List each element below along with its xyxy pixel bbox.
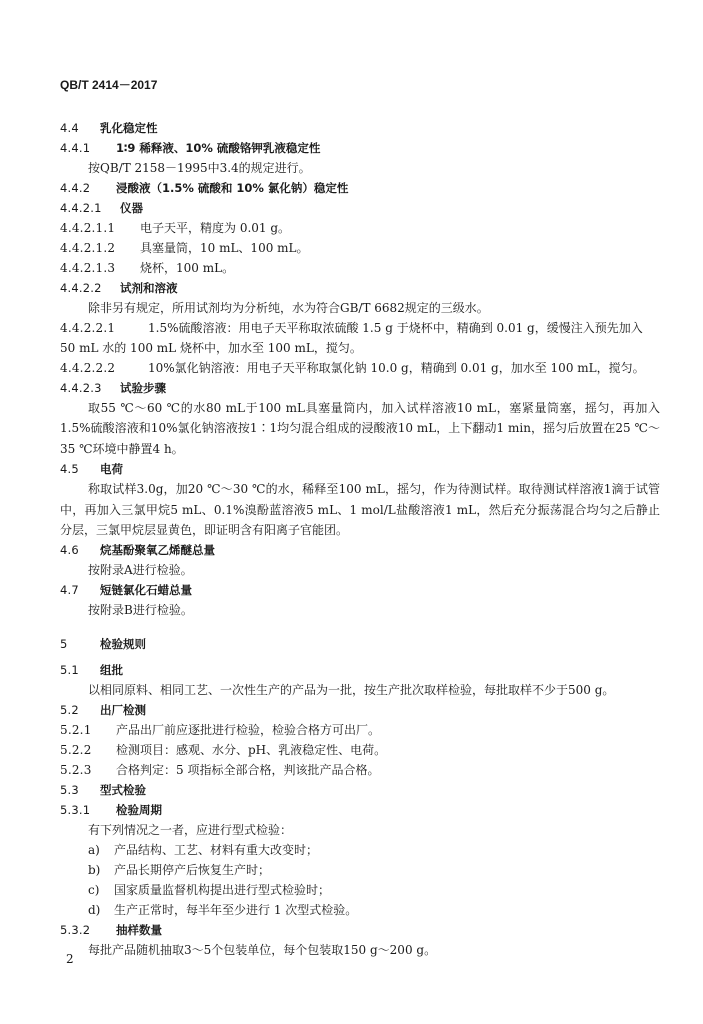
section-text: 烧杯，100 mL。: [140, 261, 235, 275]
section-4-7-text: 按附录B进行检验。: [88, 603, 193, 618]
section-number: 4.4.2.1.2: [60, 241, 116, 255]
section-title: 浸酸液（1.5% 硫酸和 10% 氯化钠）稳定性: [116, 181, 349, 195]
section-5-2-1: [60, 720, 660, 740]
section-number: 4.4.2.3: [60, 381, 102, 395]
section-4-4-2-1-1: [60, 218, 660, 238]
section-title: 电荷: [100, 462, 123, 477]
document-body: [60, 118, 660, 960]
list-label: b): [88, 863, 101, 878]
section-title: 试验步骤: [120, 381, 166, 395]
section-text: 具塞量筒，10 mL、100 mL。: [140, 241, 309, 255]
section-number: 5: [60, 637, 68, 652]
section-4-5-text: 称取试样3.0g，加20 ℃～30 ℃的水，稀释至100 mL，摇匀，作为待测试样。取待测试样溶液1滴于试管中，再加入三氯甲烷5 mL、0.1%溴酚蓝溶液5 mL、1 mol/L盐酸溶液1 mL，然后充分振荡混合均匀之后静止分层，三氯甲烷层显黄色，即证明含有阳离子官能团。: [60, 482, 660, 538]
section-4-4-2-1-2: [60, 238, 660, 258]
section-title: 检验周期: [116, 803, 162, 818]
section-4-4-2-2-text: 除非另有规定，所用试剂均为分析纯，水为符合GB/T 6682规定的三级水。: [88, 301, 489, 315]
section-number: 4.4.2.2: [60, 281, 102, 295]
section-number: 4.4: [60, 121, 79, 135]
section-4-4-2-2-1: [60, 318, 660, 338]
section-number: 5.3.1: [60, 803, 91, 818]
section-5-3-heading: [60, 780, 660, 800]
list-item: [60, 840, 660, 860]
section-text: 合格判定：5 项指标全部合格，判该批产品合格。: [116, 763, 380, 778]
spacer: [60, 620, 660, 634]
section-4-4-2-3-text: 取55 ℃～60 ℃的水80 mL于100 mL具塞量筒内，加入试样溶液10 mL，塞紧量筒塞，摇匀，再加入1.5%硫酸溶液和10%氯化钠溶液按1∶1均匀混合组成的浸酸液10 mL，上下翻动1 min，摇匀后放置在25 ℃～35 ℃环境中静置4 h。: [60, 401, 660, 456]
section-4-4-heading: [60, 118, 660, 138]
section-text: 1.5%硫酸溶液：用电子天平称取浓硫酸 1.5 g 于烧杯中，精确到 0.01 g，缓慢注入预先加入: [148, 321, 643, 335]
section-number: 4.7: [60, 583, 79, 598]
section-text: 电子天平，精度为 0.01 g。: [140, 221, 291, 235]
section-4-4-1-text: 按QB/T 2158－1995中3.4的规定进行。: [88, 161, 311, 175]
section-title: 检验规则: [100, 637, 146, 652]
section-number: 5.2.2: [60, 743, 92, 758]
section-title: 出厂检测: [100, 703, 146, 718]
section-text: 产品出厂前应逐批进行检验，检验合格方可出厂。: [116, 723, 381, 738]
list-text: 产品结构、工艺、材料有重大改变时；: [114, 843, 319, 858]
section-number: 4.4.1: [60, 141, 91, 155]
section-title: 烷基酚聚氧乙烯醚总量: [100, 543, 215, 558]
list-label: a): [88, 843, 100, 858]
section-number: 4.4.2.2.1: [60, 321, 116, 335]
section-4-6-heading: [60, 540, 660, 560]
section-title: 短链氯化石蜡总量: [100, 583, 192, 598]
list-item: [60, 880, 660, 900]
section-4-4-2-2-1-cont: 50 mL 水的 100 mL 烧杯中，加水至 100 mL，搅匀。: [60, 341, 362, 355]
list-label: c): [88, 883, 100, 898]
section-number: 4.5: [60, 462, 79, 477]
section-4-4-2-1-3: [60, 258, 660, 278]
section-title: 组批: [100, 663, 123, 678]
section-title: 型式检验: [100, 783, 146, 798]
list-text: 产品长期停产后恢复生产时；: [114, 863, 271, 878]
section-number: 4.4.2.2.2: [60, 361, 116, 375]
section-number: 4.4.2.1: [60, 201, 102, 215]
section-4-4-2-2-2: [60, 358, 660, 378]
section-4-4-2-heading: [60, 178, 660, 198]
section-4-4-2-1-heading: [60, 198, 660, 218]
section-title: 试剂和溶液: [120, 281, 178, 295]
page-number: 2: [66, 952, 74, 966]
section-number: 5.2.1: [60, 723, 92, 738]
section-4-4-2-3-heading: [60, 378, 660, 398]
section-title: 乳化稳定性: [100, 121, 158, 135]
chapter-5-heading: [60, 634, 660, 654]
section-5-3-1-heading: [60, 800, 660, 820]
section-text: 10%氯化钠溶液：用电子天平称取氯化钠 10.0 g，精确到 0.01 g，加水至 100 mL，搅匀。: [148, 361, 645, 375]
section-number: 5.3: [60, 783, 79, 798]
section-number: 5.1: [60, 663, 79, 678]
section-4-5-heading: [60, 459, 660, 479]
section-5-1-heading: [60, 660, 660, 680]
section-number: 5.2: [60, 703, 79, 718]
section-number: 4.4.2.1.1: [60, 221, 116, 235]
section-5-2-3: [60, 760, 660, 780]
section-5-3-1-intro: 有下列情况之一者，应进行型式检验：: [88, 823, 293, 838]
section-5-2-2: [60, 740, 660, 760]
standard-code: QB/T 2414－2017: [60, 78, 158, 92]
section-5-3-2-heading: [60, 920, 660, 940]
section-number: 4.6: [60, 543, 79, 558]
list-label: d): [88, 903, 101, 918]
section-title: 1∶9 稀释液、10% 硫酸铬钾乳液稳定性: [116, 141, 321, 155]
section-4-7-heading: [60, 580, 660, 600]
section-number: 5.3.2: [60, 923, 91, 938]
list-item: [60, 900, 660, 920]
list-item: [60, 860, 660, 880]
list-text: 国家质量监督机构提出进行型式检验时；: [114, 883, 331, 898]
section-text: 检测项目：感观、水分、pH、乳液稳定性、电荷。: [116, 743, 387, 758]
section-4-4-1-heading: [60, 138, 660, 158]
section-number: 4.4.2: [60, 181, 91, 195]
section-number: 5.2.3: [60, 763, 92, 778]
section-5-1-text: 以相同原料、相同工艺、一次性生产的产品为一批，按生产批次取样检验，每批取样不少于500 g。: [88, 683, 615, 698]
list-text: 生产正常时，每半年至少进行 1 次型式检验。: [114, 903, 358, 918]
section-title: 仪器: [120, 201, 143, 215]
section-5-3-2-text: 每批产品随机抽取3～5个包装单位，每个包装取150 g～200 g。: [88, 943, 437, 958]
section-title: 抽样数量: [116, 923, 162, 938]
section-4-6-text: 按附录A进行检验。: [88, 563, 193, 578]
section-5-2-heading: [60, 700, 660, 720]
section-4-4-2-2-heading: [60, 278, 660, 298]
section-number: 4.4.2.1.3: [60, 261, 116, 275]
